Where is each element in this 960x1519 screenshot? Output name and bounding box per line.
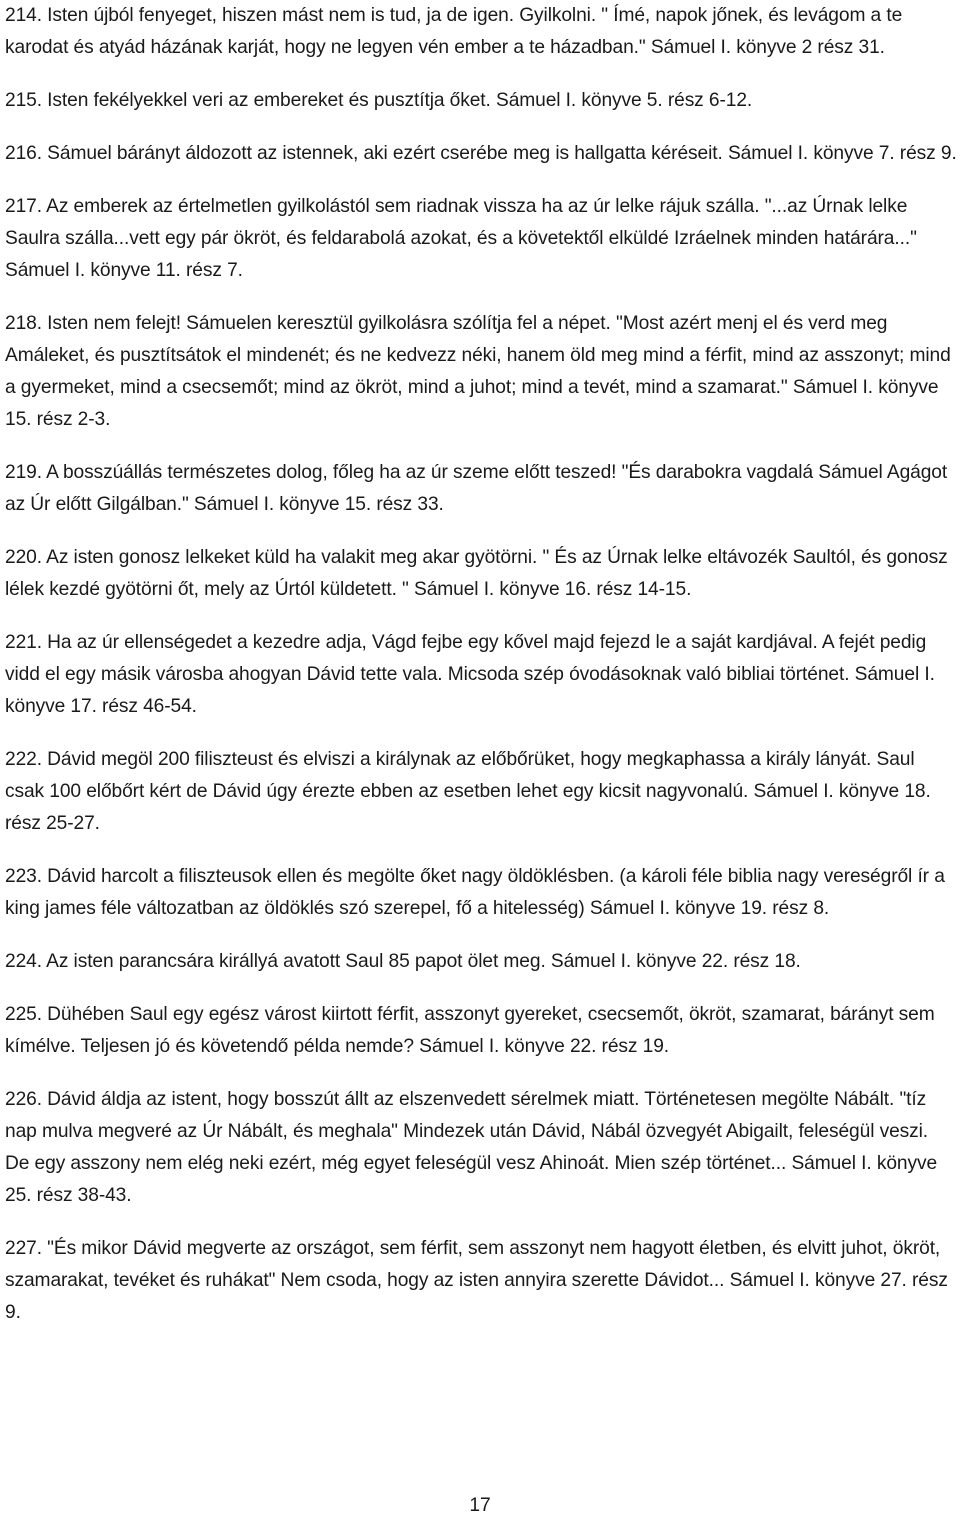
paragraph-226: 226. Dávid áldja az istent, hogy bosszút állt az elszenvedett sérelmek miatt. Történetesen megölte Nábált. "tíz nap mulva megveré az Úr Nábált, és meghala" Mindezek után Dávid, Nábál özvegyét Abigailt, feleségül veszi. De egy asszony nem elég neki ezért, még egyet feleségül vesz Ahinoát. Mien szép történet... Sámuel I. könyve 25. rész 38-43. — [5, 1089, 938, 1206]
paragraph-220: 220. Az isten gonosz lelkeket küld ha valakit meg akar gyötörni. " És az Úrnak lelke eltávozék Saultól, és gonosz lélek kezdé gyötörni őt, mely az Úrtól küldetett. " Sámuel I. könyve 16. rész 14-15. — [5, 547, 948, 600]
paragraph-219: 219. A bosszúállás természetes dolog, főleg ha az úr szeme előtt teszed! "És darabokra vagdalá Sámuel Agágot az Úr előtt Gilgálban." Sámuel I. könyve 15. rész 33. — [5, 462, 948, 515]
paragraph-223: 223. Dávid harcolt a filiszteusok ellen és megölte őket nagy öldöklésben. (a károli féle biblia nagy vereségről ír a king james féle változatban az öldöklés szó szerepel, fő a hitelesség) Sámuel I. könyve 19. rész 8. — [5, 866, 945, 919]
paragraph-227: 227. "És mikor Dávid megverte az országot, sem férfit, sem asszonyt nem hagyott életben, és elvitt juhot, ökröt, szamarakat, tevéket és ruhákat" Nem csoda, hogy az isten annyira szerette Dávidot... Sámuel I. könyve 27. rész 9. — [5, 1238, 948, 1323]
paragraph-221: 221. Ha az úr ellenségedet a kezedre adja, Vágd fejbe egy kővel majd fejezd le a saját kardjával. A fejét pedig vidd el egy másik városba ahogyan Dávid tette vala. Micsoda szép óvodásoknak való bibliai történet. Sámuel I. könyve 17. rész 46-54. — [5, 632, 935, 717]
paragraph-216: 216. Sámuel bárányt áldozott az istennek, aki ezért cserébe meg is hallgatta kéréseit. Sámuel I. könyve 7. rész 9. — [5, 143, 957, 164]
paragraph-225: 225. Dühében Saul egy egész várost kiirtott férfit, asszonyt gyereket, csecsemőt, ökröt, szamarat, bárányt sem kímélve. Teljesen jó és követendő példa nemde? Sámuel I. könyve 22. rész 19. — [5, 1004, 935, 1057]
paragraph-224: 224. Az isten parancsára királlyá avatott Saul 85 papot ölet meg. Sámuel I. könyve 22. rész 18. — [5, 951, 801, 972]
paragraph-215: 215. Isten fekélyekkel veri az embereket és pusztítja őket. Sámuel I. könyve 5. rész 6-12. — [5, 90, 753, 111]
paragraph-218: 218. Isten nem felejt! Sámuelen keresztül gyilkolásra szólítja fel a népet. "Most azért menj el és verd meg Amáleket, és pusztítsátok el mindenét; és ne kedvezz néki, hanem öld meg mind a férfit, mind az asszonyt; mind a gyermeket, mind a csecsemőt; mind az ökröt, mind a juhot; mind a tevét, mind a szamarat." Sámuel I. könyve 15. rész 2-3. — [5, 313, 951, 430]
paragraph-222: 222. Dávid megöl 200 filiszteust és elviszi a királynak az előbőrüket, hogy megkaphassa a király lányát. Saul csak 100 előbőrt kért de Dávid úgy érezte ebben az esetben lehet egy kicsit nagyvonalú. Sámuel I. könyve 18. rész 25-27. — [5, 749, 931, 834]
paragraph-217: 217. Az emberek az értelmetlen gyilkolástól sem riadnak vissza ha az úr lelke rájuk szálla. "...az Úrnak lelke Saulra szálla...vett egy pár ökröt, és feldarabolá azokat, és a követektől elküldé Izráelnek minden határára..." Sámuel I. könyve 11. rész 7. — [5, 196, 917, 281]
paragraph-214: 214. Isten újból fenyeget, hiszen mást nem is tud, ja de igen. Gyilkolni. " Ímé, napok jőnek, és levágom a te karodat és atyád házának karját, hogy ne legyen vén ember a te házadban." Sámuel I. könyve 2 rész 31. — [5, 5, 903, 58]
document-page — [5, 0, 957, 1350]
page-number: 17 — [469, 1495, 491, 1516]
